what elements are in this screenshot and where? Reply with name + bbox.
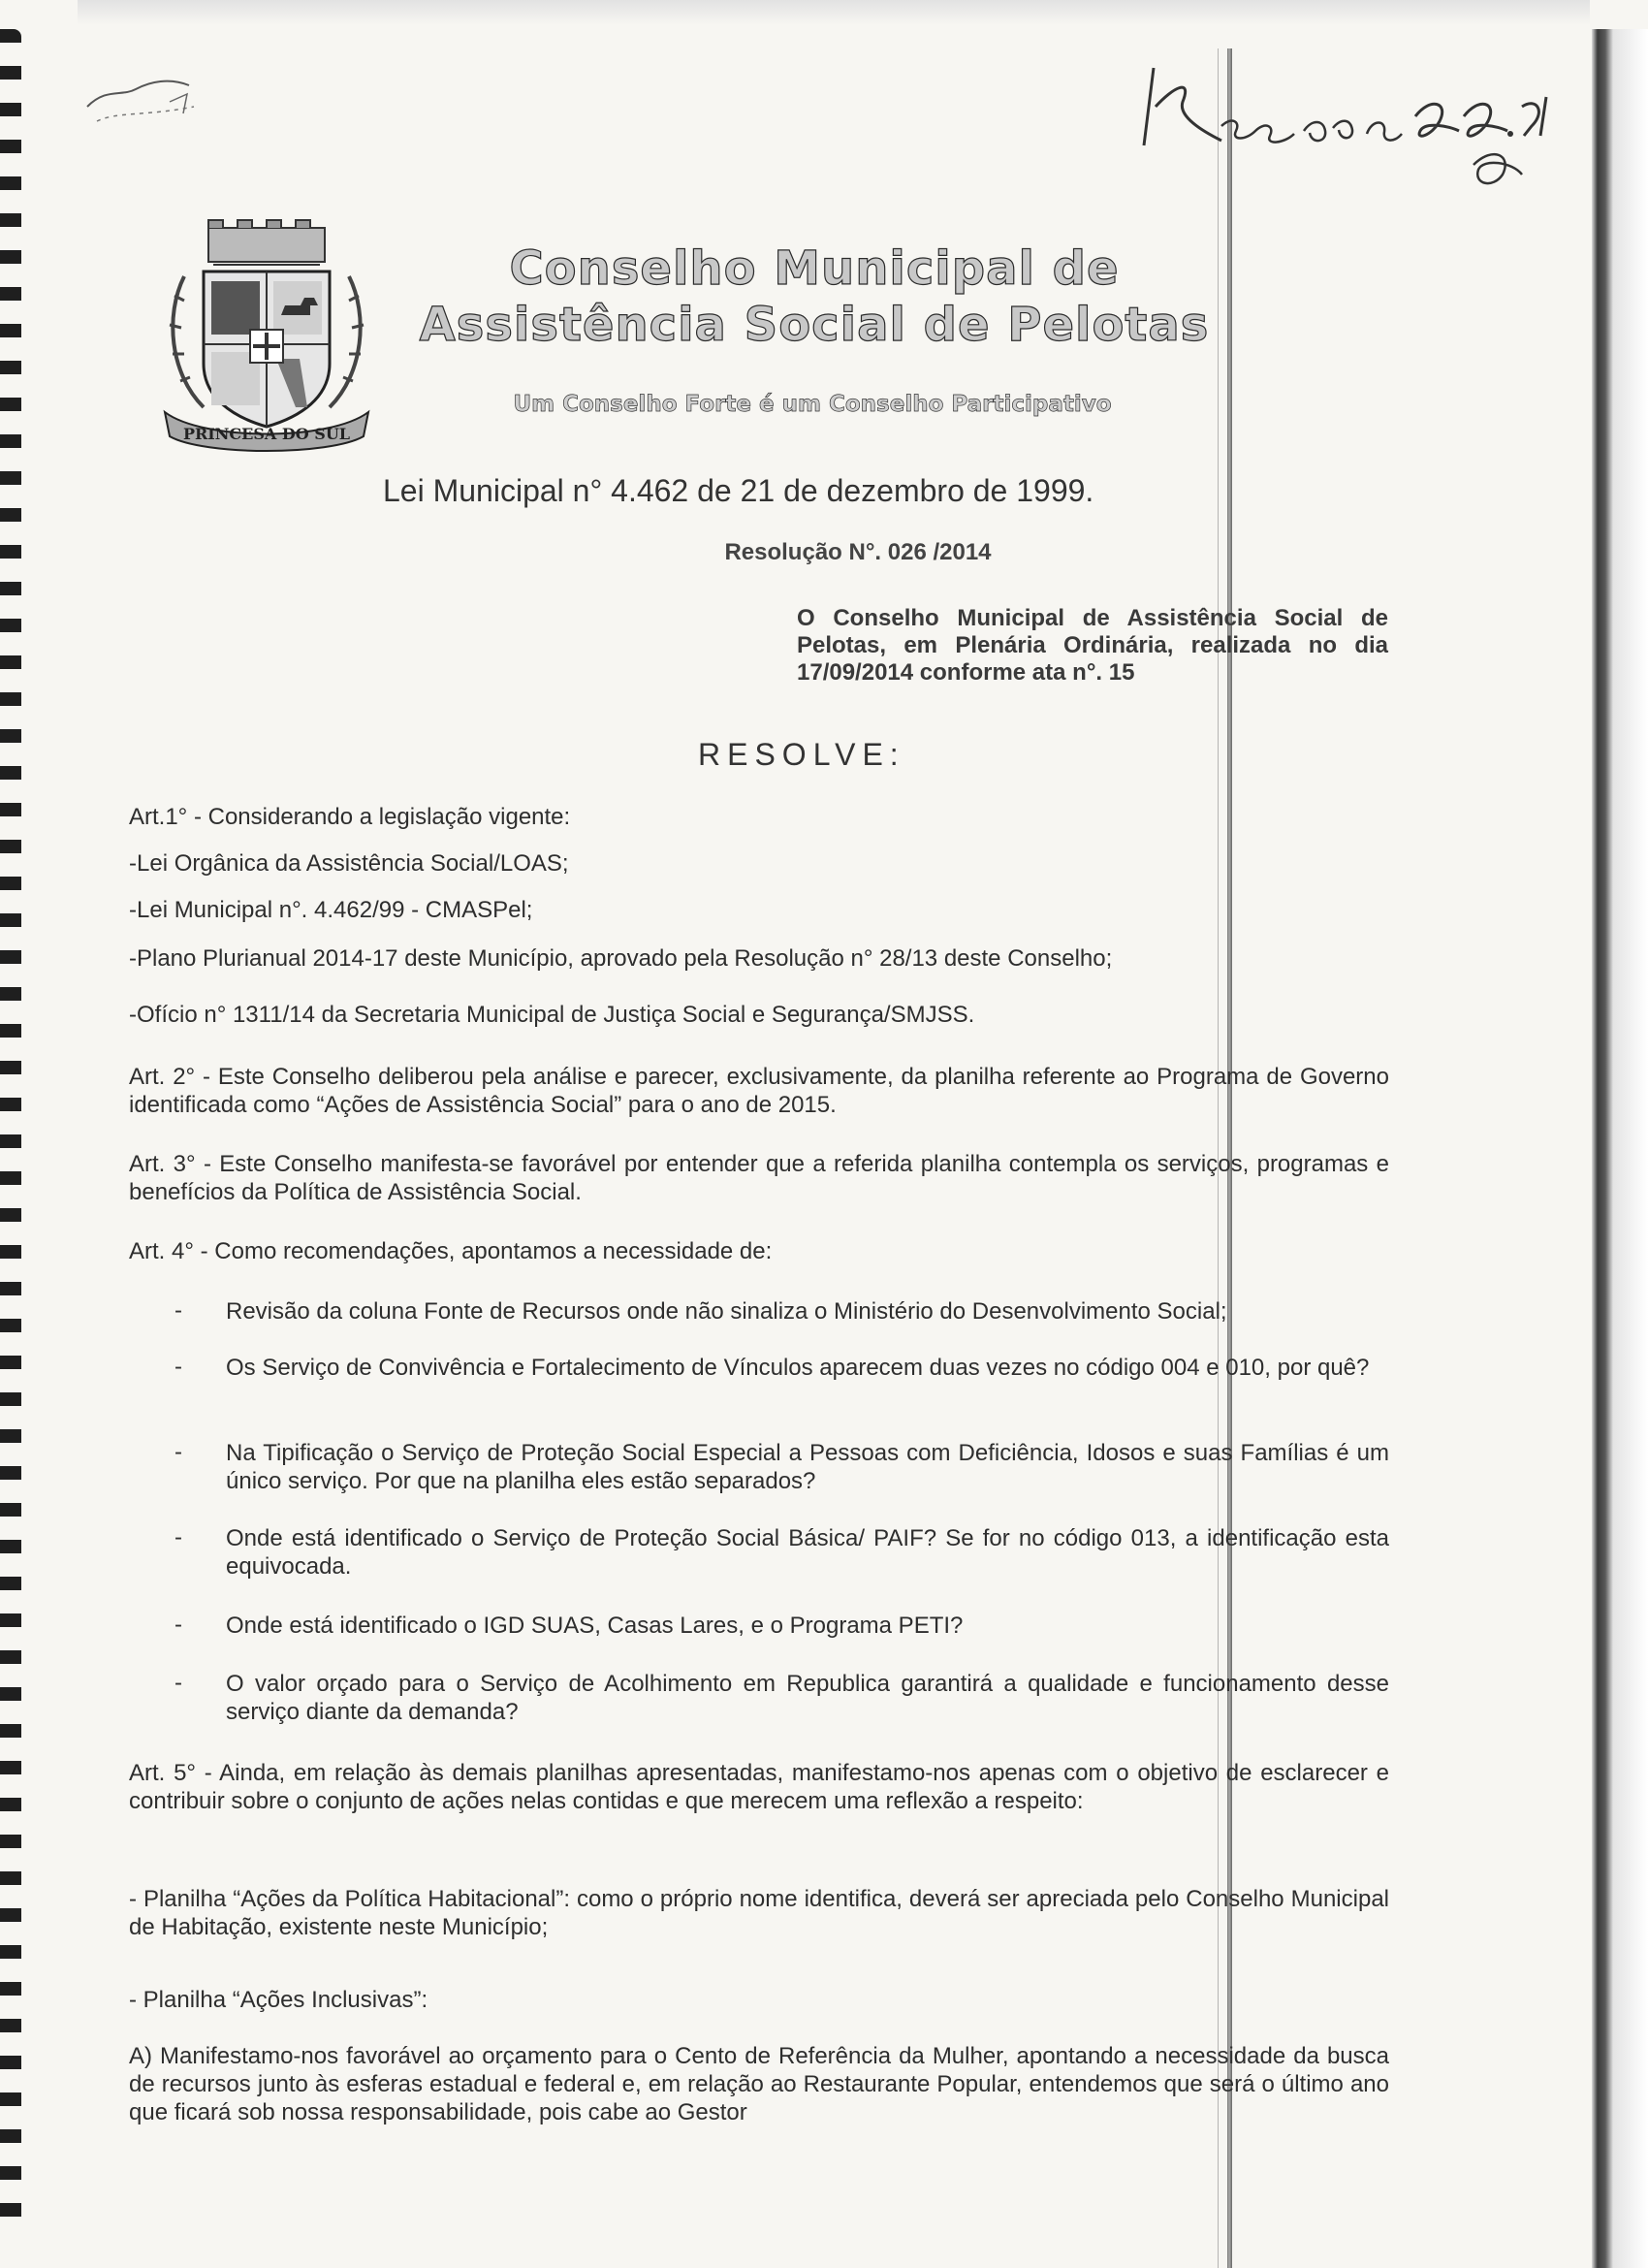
article-3: Art. 3° - Este Conselho manifesta-se favorável por entender que a referida planilha contempla os serviços, programas e benefícios da Política de Assistência Social. (129, 1151, 1389, 1205)
resolve-heading: RESOLVE: (698, 737, 905, 772)
municipal-law-reference: Lei Municipal n° 4.462 de 21 de dezembro de 1999. (383, 473, 1094, 508)
article-1: Art.1° - Considerando a legislação vigente: (129, 804, 571, 830)
pen-scribble-mark (78, 68, 223, 145)
recommendation-item: Os Serviço de Convivência e Fortalecimento de Vínculos aparecem duas vezes no código 004 e 010, por quê? (226, 1355, 1370, 1381)
recommendation-item: Na Tipificação o Serviço de Proteção Social Especial a Pessoas com Deficiência, Idosos e suas Famílias é um único serviço. Por que na planilha eles estão separados? (226, 1440, 1389, 1494)
list-bullet: - (174, 1354, 182, 1380)
article-5: Art. 5° - Ainda, em relação às demais planilhas apresentadas, manifestamo-nos apenas com o objetivo de esclarecer e contribuir sobre o conjunto de ações nelas contidas e que merecem uma reflexão a respeito: (129, 1760, 1389, 1814)
article-1-item: -Ofício n° 1311/14 da Secretaria Municipal de Justiça Social e Segurança/SMJSS. (129, 1002, 975, 1028)
article-5-inclusive-heading: - Planilha “Ações Inclusivas”: (129, 1987, 428, 2013)
org-title-line1: Conselho Municipal de (509, 241, 1120, 296)
municipal-coat-of-arms (145, 218, 388, 456)
list-bullet: - (174, 1524, 182, 1550)
list-bullet: - (174, 1297, 182, 1324)
resolution-preamble: O Conselho Municipal de Assistência Social de Pelotas, em Plenária Ordinária, realizada no dia 17/09/2014 conforme ata n°. 15 (797, 605, 1388, 686)
handwritten-received-stamp (1134, 48, 1561, 204)
organization-slogan: Um Conselho Forte é um Conselho Participativo (513, 392, 1112, 417)
article-4: Art. 4° - Como recomendações, apontamos a necessidade de: (129, 1238, 773, 1264)
crest-ribbon-text: PRINCESA DO SUL (182, 425, 351, 443)
recommendation-item: Onde está identificado o IGD SUAS, Casas Lares, e o Programa PETI? (226, 1613, 964, 1639)
recommendation-item: Revisão da coluna Fonte de Recursos onde não sinaliza o Ministério do Desenvolvimento Social; (226, 1298, 1227, 1325)
article-1-item: -Lei Municipal n°. 4.462/99 - CMASPel; (129, 897, 533, 923)
resolution-number: Resolução N°. 026 /2014 (724, 539, 992, 565)
article-1-item: -Plano Plurianual 2014-17 deste Município, aprovado pela Resolução n° 28/13 deste Conselho; (129, 945, 1113, 972)
spiral-binding (0, 29, 21, 2240)
page-edge-shadow (1592, 29, 1648, 2268)
list-bullet: - (174, 1612, 182, 1638)
article-5-housing: - Planilha “Ações da Política Habitacional”: como o próprio nome identifica, deverá ser apreciada pelo Conselho Municipal de Habitação, existente neste Município; (129, 1886, 1389, 1940)
scan-top-shadow (78, 0, 1590, 25)
list-bullet: - (174, 1439, 182, 1465)
organization-title (388, 240, 1241, 353)
recommendation-item: O valor orçado para o Serviço de Acolhimento em Republica garantirá a qualidade e funcionamento desse serviço diante da demanda? (226, 1671, 1389, 1725)
list-bullet: - (174, 1670, 182, 1696)
article-1-item: -Lei Orgânica da Assistência Social/LOAS; (129, 850, 569, 877)
org-title-line2: Assistência Social de Pelotas (419, 298, 1210, 352)
recommendation-item: Onde está identificado o Serviço de Proteção Social Básica/ PAIF? Se for no código 013, a identificação esta equivocada. (226, 1525, 1389, 1580)
article-2: Art. 2° - Este Conselho deliberou pela análise e parecer, exclusivamente, da planilha referente ao Programa de Governo identificada como “Ações de Assistência Social” para o ano de 2015. (129, 1064, 1389, 1118)
article-5-item-a: A) Manifestamo-nos favorável ao orçamento para o Cento de Referência da Mulher, apontando a necessidade da busca de recursos junto às esferas estadual e federal e, em relação ao Restaurante Popular, entendemos que será o último ano que ficará sob nossa responsabilidade, pois cabe ao Gestor (129, 2043, 1389, 2125)
